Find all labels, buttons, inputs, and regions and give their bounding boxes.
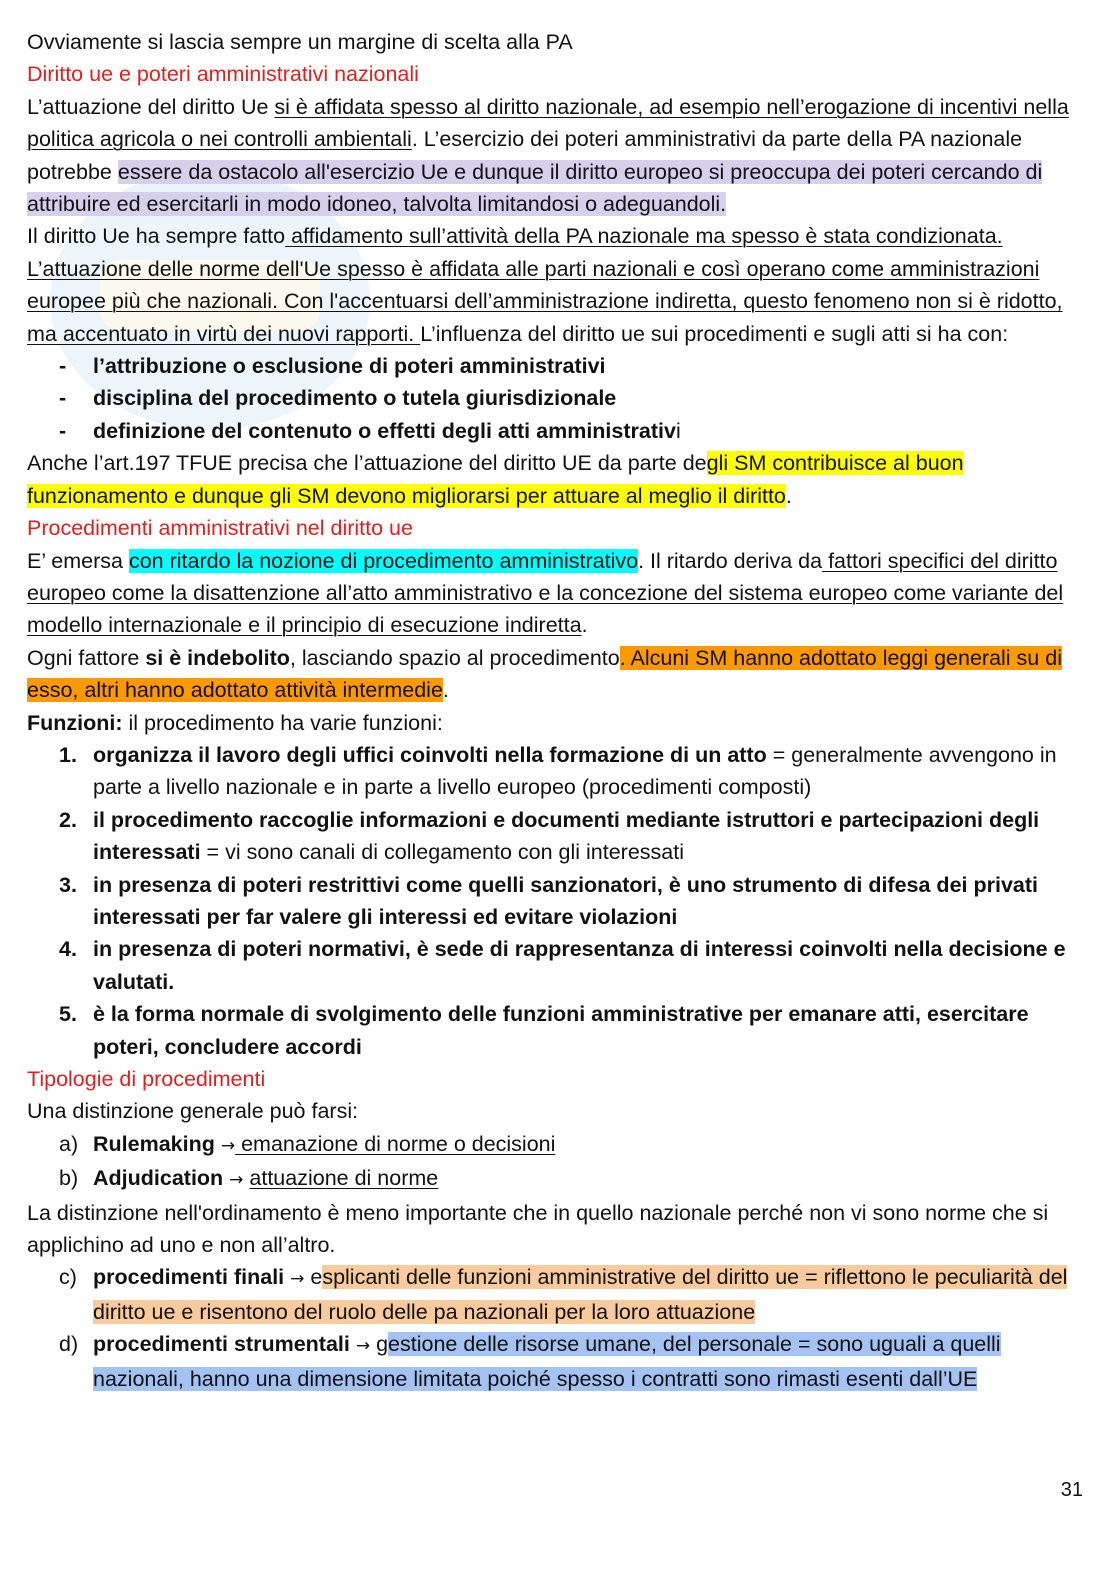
section-heading-procedimenti: Procedimenti amministrativi nel diritto ue: [27, 516, 413, 541]
list-item: 1. organizza il lavoro degli uffici coinvolti nella formazione di un atto = generalmente avvengono in parte a livello nazionale e in parte a livello europeo (procedimenti composti): [59, 742, 1057, 800]
list-item: 2. il procedimento raccoglie informazioni e documenti mediante istruttori e partecipazioni degli interessati = vi sono canali di collegamento con gli interessati: [59, 807, 1040, 865]
list-item: d) procedimenti strumentali → gestione delle risorse umane, del personale = sono uguali a quelli nazionali, hanno una dimensione limitata poiché spesso i contratti sono rimasti esenti dall’UE: [59, 1332, 1001, 1391]
section-heading-diritto-ue: Diritto ue e poteri amministrativi nazionali: [27, 62, 419, 87]
list-item: c) procedimenti finali → esplicanti delle funzioni amministrative del diritto ue = riflettono le peculiarità del diritto ue e risentono del ruolo delle pa nazionali per la loro attuazione: [59, 1265, 1068, 1324]
arrow-right-icon: →: [355, 1336, 371, 1357]
functions-intro: Funzioni: il procedimento ha varie funzioni:: [27, 710, 443, 735]
influence-list: [27, 350, 1089, 447]
functions-list: [27, 739, 1089, 1063]
arrow-right-icon: →: [229, 1170, 244, 1191]
paragraph-fattore: Ogni fattore si è indebolito, lasciando spazio al procedimento. Alcuni SM hanno adottato leggi generali su di esso, altri hanno adottato attività intermedie.: [27, 645, 1062, 703]
tipologie-intro: Una distinzione generale può farsi:: [27, 1099, 359, 1124]
paragraph-art197: Anche l’art.197 TFUE precisa che l’attuazione del diritto UE da parte degli SM contribuisce al buon funzionamento e dunque gli SM devono migliorarsi per attuare al meglio il diritto.: [27, 451, 964, 508]
arrow-right-icon: →: [290, 1269, 305, 1290]
list-item: - disciplina del procedimento o tutela giurisdizionale: [59, 386, 617, 411]
document-page: [27, 26, 1089, 1395]
list-item: 4. in presenza di poteri normativi, è sede di rappresentanza di interessi coinvolti nella decisione e valutati.: [59, 937, 1066, 994]
tipologie-list-cd: [27, 1261, 1089, 1395]
list-item: 5. è la forma normale di svolgimento delle funzioni amministrative per emanare atti, esercitare poteri, concludere accordi: [59, 1002, 1029, 1059]
list-item: - definizione del contenuto o effetti degli atti amministrativi: [59, 418, 681, 443]
section-heading-tipologie: Tipologie di procedimenti: [27, 1067, 266, 1091]
arrow-right-icon: →: [220, 1135, 236, 1156]
intro-line: Ovviamente si lascia sempre un margine di scelta alla PA: [27, 30, 573, 54]
page-number: 31: [1060, 1479, 1083, 1501]
paragraph-attuazione: L’attuazione del diritto Ue si è affidata spesso al diritto nazionale, ad esempio nell’erogazione di incentivi nella politica agricola o nei controlli ambientali. L’esercizio dei poteri amministrativi da parte della PA nazionale potrebbe essere da ostacolo all'esercizio Ue e dunque il diritto europeo si preoccupa dei poteri cercando di attribuire ed esercitarli in modo idoneo, talvolta limitandosi o adeguandoli.: [27, 94, 1069, 217]
tipologie-list-ab: [27, 1128, 1089, 1197]
list-item: - l’attribuzione o esclusione di poteri amministrativi: [59, 354, 606, 379]
paragraph-distinzione: La distinzione nell'ordinamento è meno importante che in quello nazionale perché non vi sono norme che si applichino ad uno e non all’altro.: [27, 1200, 1049, 1258]
list-item: b) Adjudication → attuazione di norme: [59, 1166, 439, 1191]
paragraph-affidamento: Il diritto Ue ha sempre fatto affidamento sull’attività della PA nazionale ma spesso è stata condizionata. L’attuazione delle norme dell'Ue spesso è affidata alle parti nazionali e così operano come amministrazioni europee più che nazionali. Con l'accentuarsi dell’amministrazione indiretta, questo fenomeno non si è ridotto, ma accentuato in virtù dei nuovi rapporti. L’influenza del diritto ue sui procedimenti e sugli atti si ha con:: [27, 224, 1063, 346]
list-item: 3. in presenza di poteri restrittivi come quelli sanzionatori, è uno strumento di difesa dei privati interessati per far valere gli interessi ed evitare violazioni: [59, 872, 1038, 929]
list-item: a) Rulemaking → emanazione di norme o decisioni: [59, 1131, 556, 1156]
paragraph-ritardo: E’ emersa con ritardo la nozione di procedimento amministrativo. Il ritardo deriva da fattori specifici del diritto europeo come la disattenzione all’atto amministrativo e la concezione del sistema europeo come variante del modello internazionale e il principio di esecuzione indiretta.: [27, 548, 1064, 638]
